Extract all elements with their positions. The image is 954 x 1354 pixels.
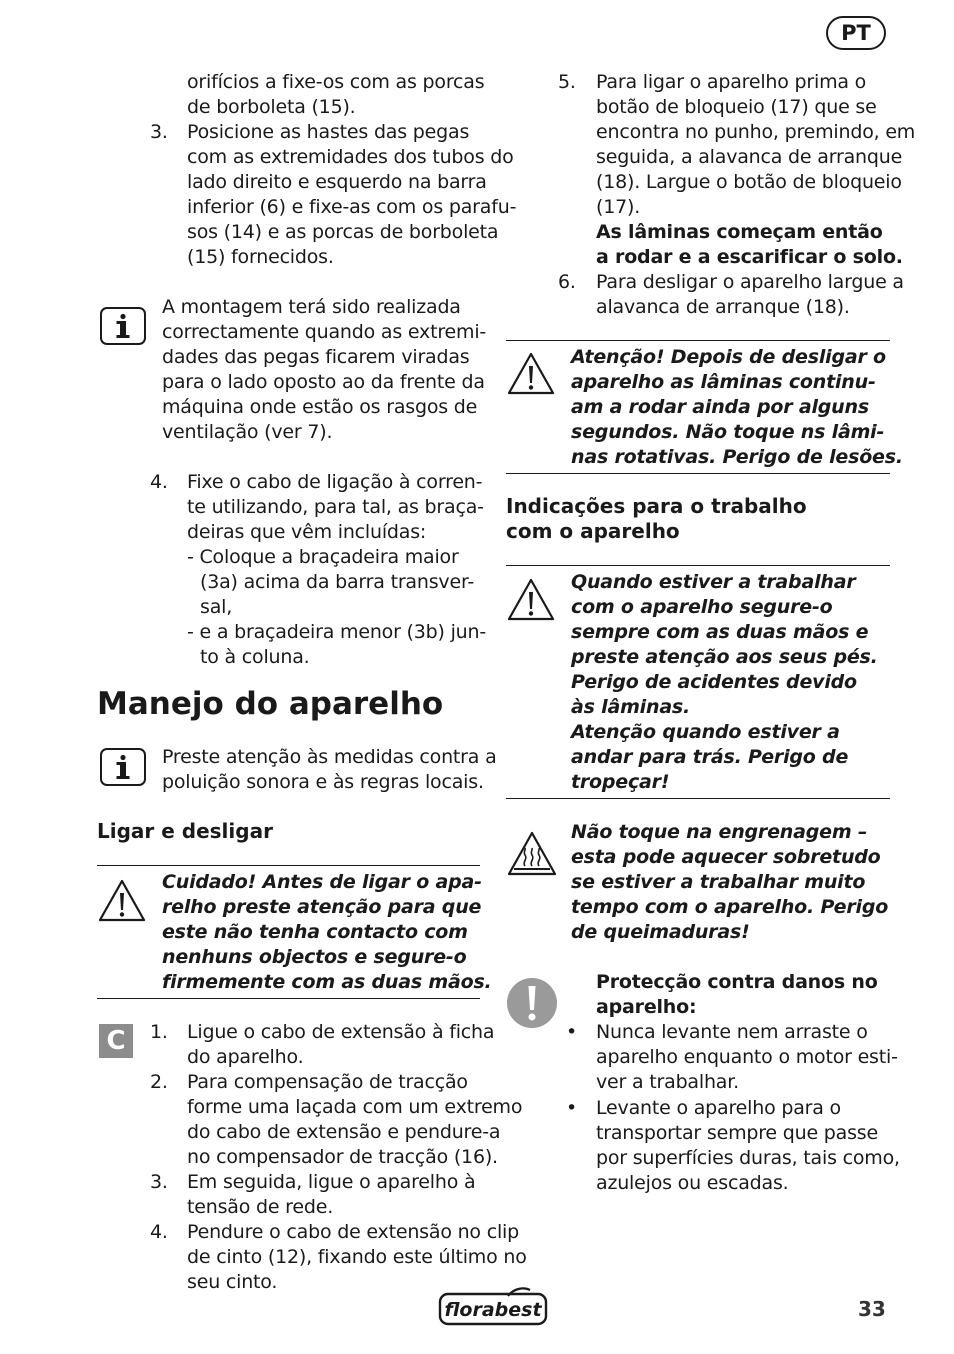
warning-icon: [506, 577, 556, 623]
continued-text: [187, 70, 484, 120]
step-4: [187, 1220, 527, 1295]
list-number: 5.: [558, 71, 576, 93]
list-number: 4.: [150, 471, 168, 493]
warning-text-start: [162, 870, 492, 995]
florabest-logo: [438, 1286, 550, 1328]
text-line: Em seguida, ligue o aparelho à: [187, 1171, 476, 1193]
text-line: Quando estiver a trabalhar: [571, 571, 856, 593]
text-line: Atenção quando estiver a: [571, 721, 840, 743]
bullet-mark: •: [566, 1097, 578, 1119]
text-line: Indicações para o trabalho: [506, 494, 807, 518]
warning-text-working: [571, 570, 878, 795]
sub-item-1: [187, 545, 474, 620]
list-number: 4.: [150, 1221, 168, 1243]
info-icon: [99, 306, 147, 346]
bullet-mark: •: [566, 1021, 578, 1043]
text-line: com as extremidades dos tubos do: [187, 146, 514, 168]
text-line: tensão de rede.: [187, 1196, 334, 1218]
text-line: por superfícies duras, tais como,: [596, 1147, 900, 1169]
step-2: [187, 1070, 522, 1170]
text-line: Nunca levante nem arraste o: [596, 1021, 868, 1043]
text-line: nas rotativas. Perigo de lesões.: [571, 446, 903, 468]
protection-title: [596, 970, 878, 1020]
text-line: orifícios a fixe-os com as porcas: [187, 71, 485, 93]
text-line: poluição sonora e às regras locais.: [162, 771, 484, 793]
text-line: de queimaduras!: [571, 921, 750, 943]
list-item-4: [187, 470, 484, 545]
text-line: dades das pegas ficarem viradas: [162, 346, 470, 368]
text-line: As lâminas começam então: [596, 221, 883, 243]
text-line: te utilizando, para tal, as braça-: [187, 496, 484, 518]
text-line: tropeçar!: [571, 771, 670, 793]
text-line: se estiver a trabalhar muito: [571, 871, 866, 893]
text-line: ventilação (ver 7).: [162, 421, 333, 443]
bullet-item: [596, 1096, 900, 1196]
text-line: do cabo de extensão e pendure-a: [187, 1121, 501, 1143]
list-item-3: [187, 120, 516, 270]
text-line: Fixe o cabo de ligação à corren-: [187, 471, 483, 493]
text-line: preste atenção aos seus pés.: [571, 646, 878, 668]
text-line: aparelho as lâminas continu-: [571, 371, 876, 393]
divider: [506, 473, 890, 474]
text-line: seu cinto.: [187, 1271, 278, 1293]
text-line: - Coloque a braçadeira maior: [187, 546, 459, 568]
subsection-heading: [506, 494, 807, 544]
list-number: 6.: [558, 271, 576, 293]
warning-icon: [506, 351, 556, 397]
warning-icon: [97, 878, 147, 924]
text-line: firmemente com as duas mãos.: [162, 971, 492, 993]
brand-name: florabest: [444, 1299, 542, 1321]
text-line: para o lado oposto ao da frente da: [162, 371, 485, 393]
text-line: esta pode aquecer sobretudo: [571, 846, 881, 868]
text-line: sempre com as duas mãos e: [571, 621, 869, 643]
text-line: (17).: [596, 196, 641, 218]
text-line: (18). Largue o botão de bloqueio: [596, 171, 902, 193]
list-number: 2.: [150, 1071, 168, 1093]
text-line: to à coluna.: [200, 646, 310, 668]
divider: [506, 565, 890, 566]
text-line: Para ligar o aparelho prima o: [596, 71, 867, 93]
text-line: aparelho enquanto o motor esti-: [596, 1046, 898, 1068]
text-line: A montagem terá sido realizada: [162, 296, 461, 318]
text-line: de borboleta (15).: [187, 96, 356, 118]
text-line: deiras que vêm incluídas:: [187, 521, 427, 543]
page-number: 33: [858, 1297, 886, 1321]
text-line: no compensador de tracção (16).: [187, 1146, 498, 1168]
text-line: relho preste atenção para que: [162, 896, 482, 918]
text-line: máquina onde estão os rasgos de: [162, 396, 478, 418]
text-line: (15) fornecidos.: [187, 246, 334, 268]
text-line: Ligue o cabo de extensão à ficha: [187, 1021, 495, 1043]
text-line: ver a trabalhar.: [596, 1071, 739, 1093]
text-line: lado direito e esquerdo na barra: [187, 171, 487, 193]
info-note-assembly: [162, 295, 486, 445]
text-line: Posicione as hastes das pegas: [187, 121, 470, 143]
divider: [506, 340, 890, 341]
text-line: Atenção! Depois de desligar o: [571, 346, 886, 368]
divider: [97, 998, 480, 999]
text-line: este não tenha contacto com: [162, 921, 468, 943]
sub-item-2: [187, 620, 486, 670]
divider: [97, 865, 480, 866]
text-line: a rodar e a escarificar o solo.: [596, 246, 903, 268]
list-number: 3.: [150, 1171, 168, 1193]
text-line: Perigo de acidentes devido: [571, 671, 857, 693]
list-number: 3.: [150, 121, 168, 143]
text-line: (3a) acima da barra transver-: [200, 571, 475, 593]
list-item-6: [596, 270, 904, 320]
text-line: tempo com o aparelho. Perigo: [571, 896, 889, 918]
text-line: Cuidado! Antes de ligar o apa-: [162, 871, 482, 893]
text-line: aparelho:: [596, 996, 697, 1018]
bullet-item: [596, 1020, 898, 1095]
text-line: nenhuns objectos e segure-o: [162, 946, 467, 968]
section-heading: Manejo do aparelho: [97, 686, 444, 722]
warning-text-blades: [571, 345, 903, 470]
figure-c-marker: C: [99, 1024, 133, 1058]
caution-exclamation-icon: [506, 977, 558, 1029]
text-line: com o aparelho segure-o: [571, 596, 833, 618]
language-badge: PT: [826, 16, 886, 50]
step-1: [187, 1020, 494, 1070]
text-line: correctamente quando as extremi-: [162, 321, 487, 343]
text-line: de cinto (12), fixando este último no: [187, 1246, 527, 1268]
text-line: Levante o aparelho para o: [596, 1097, 841, 1119]
info-note-noise: [162, 745, 497, 795]
text-line: - e a braçadeira menor (3b) jun-: [187, 621, 486, 643]
text-line: às lâminas.: [571, 696, 691, 718]
list-item-5: [596, 70, 915, 270]
text-line: Preste atenção às medidas contra a: [162, 746, 497, 768]
text-line: azulejos ou escadas.: [596, 1172, 789, 1194]
text-line: seguida, a alavanca de arranque: [596, 146, 903, 168]
text-line: segundos. Não toque ns lâmi-: [571, 421, 885, 443]
divider: [506, 798, 890, 799]
info-icon: [99, 747, 147, 787]
text-line: com o aparelho: [506, 519, 680, 543]
text-line: encontra no punho, premindo, em: [596, 121, 916, 143]
text-line: Não toque na engrenagem –: [571, 821, 868, 843]
text-line: andar para trás. Perigo de: [571, 746, 849, 768]
text-line: do aparelho.: [187, 1046, 304, 1068]
text-line: alavanca de arranque (18).: [596, 296, 850, 318]
text-line: inferior (6) e fixe-as com os parafu-: [187, 196, 517, 218]
text-line: Para desligar o aparelho largue a: [596, 271, 904, 293]
text-line: transportar sempre que passe: [596, 1122, 878, 1144]
text-line: Para compensação de tracção: [187, 1071, 468, 1093]
subsection-heading: Ligar e desligar: [97, 819, 273, 843]
step-3: [187, 1170, 475, 1220]
hot-surface-icon: [506, 830, 558, 878]
text-line: forme uma laçada com um extremo: [187, 1096, 523, 1118]
text-line: Pendure o cabo de extensão no clip: [187, 1221, 519, 1243]
list-number: 1.: [150, 1021, 168, 1043]
text-line: sos (14) e as porcas de borboleta: [187, 221, 499, 243]
text-line: am a rodar ainda por alguns: [571, 396, 869, 418]
text-line: sal,: [200, 596, 233, 618]
warning-text-gear: [571, 820, 888, 945]
text-line: Protecção contra danos no: [596, 971, 878, 993]
text-line: botão de bloqueio (17) que se: [596, 96, 877, 118]
